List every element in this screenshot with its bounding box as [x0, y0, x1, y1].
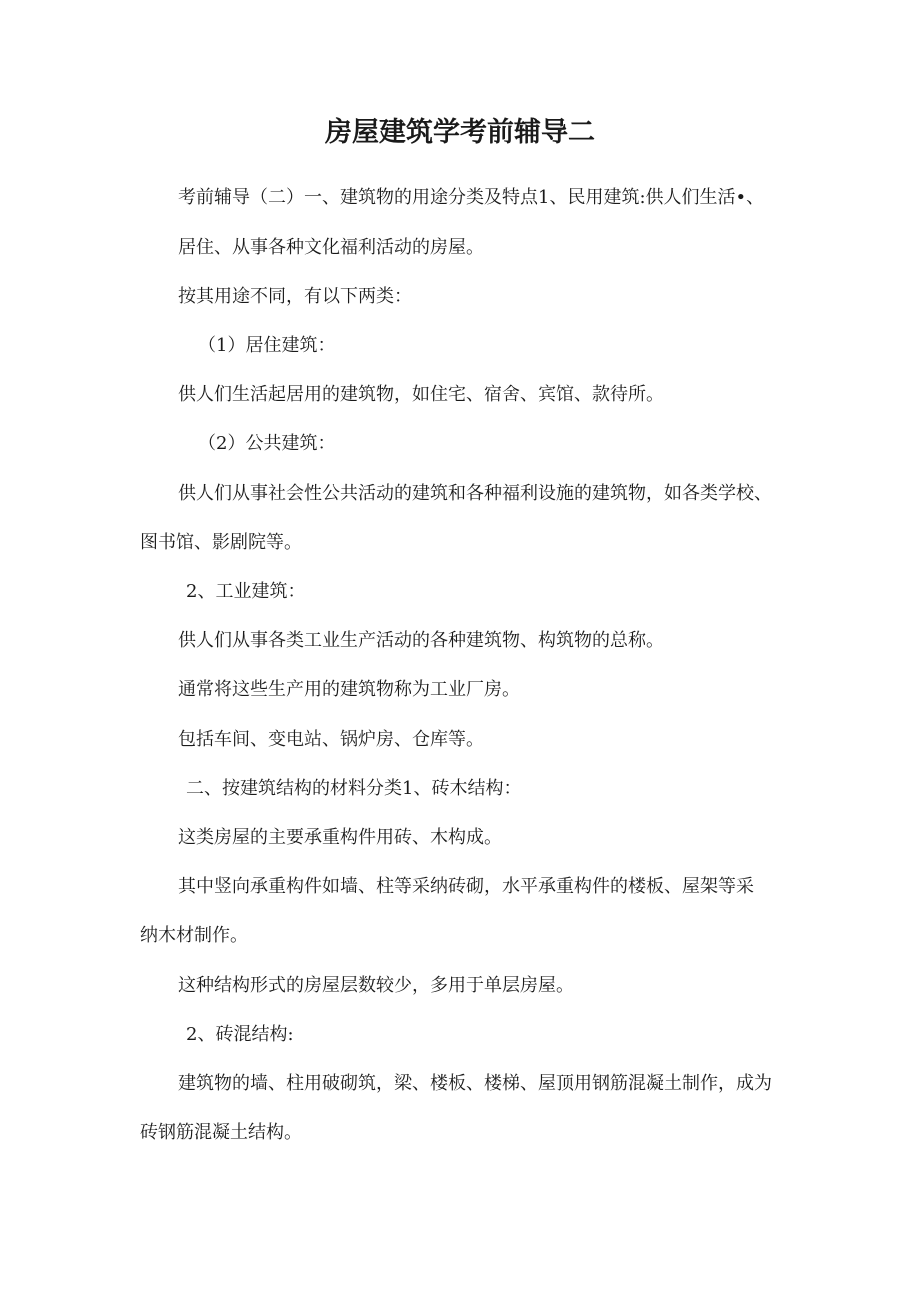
paragraph-line: 砖钢筋混凝土结构。: [140, 1122, 302, 1143]
paragraph-line: 供人们从事各类工业生产活动的各种建筑物、构筑物的总称。: [178, 630, 664, 651]
paragraph-line: 考前辅导（二）一、建筑物的用途分类及特点1、民用建筑:供人们生活•、: [178, 187, 765, 208]
paragraph-line: 图书馆、影剧院等。: [140, 532, 302, 553]
subheading-brick-concrete: 2、砖混结构:: [186, 1024, 294, 1045]
paragraph-line: 通常将这些生产用的建筑物称为工业厂房。: [178, 679, 520, 700]
paragraph-line: 供人们从事社会性公共活动的建筑和各种福利设施的建筑物，如各类学校、: [178, 483, 772, 504]
paragraph-line: 按其用途不同，有以下两类：: [178, 286, 412, 307]
paragraph-line: 这类房屋的主要承重构件用砖、木构成。: [178, 827, 502, 848]
document-title: 房屋建筑学考前辅导二: [325, 117, 595, 148]
paragraph-line: 供人们生活起居用的建筑物，如住宅、宿舍、宾馆、款待所。: [178, 384, 664, 405]
paragraph-line: 其中竖向承重构件如墙、柱等采纳砖砌，水平承重构件的楼板、屋架等采: [178, 876, 754, 897]
subheading-residential: （1）居住建筑：: [198, 335, 336, 356]
paragraph-line: 居住、从事各种文化福利活动的房屋。: [178, 237, 484, 258]
subheading-industrial: 2、工业建筑：: [186, 581, 306, 602]
section-heading-materials: 二、按建筑结构的材料分类1、砖木结构：: [186, 778, 522, 799]
paragraph-line: 包括车间、变电站、锅炉房、仓库等。: [178, 729, 484, 750]
paragraph-line: 这种结构形式的房屋层数较少，多用于单层房屋。: [178, 975, 574, 996]
paragraph-line: 纳木材制作。: [140, 925, 248, 946]
subheading-public: （2）公共建筑：: [198, 433, 336, 454]
paragraph-line: 建筑物的墙、柱用破砌筑，梁、楼板、楼梯、屋顶用钢筋混凝土制作，成为: [178, 1073, 772, 1094]
